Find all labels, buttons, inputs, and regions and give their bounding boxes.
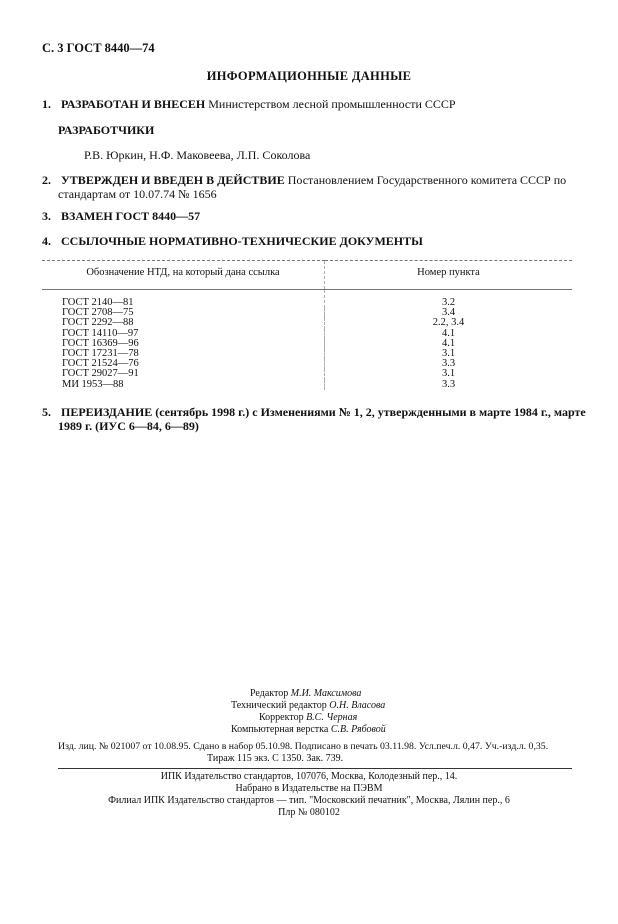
section-5: [42, 405, 586, 420]
credit-label: Корректор: [259, 712, 304, 723]
developers-names: Р.В. Юркин, Н.Ф. Маковеева, Л.П. Соколова: [84, 148, 311, 162]
section-3: [42, 209, 200, 224]
section-2-continuation: стандартам от 10.07.74 № 1656: [58, 187, 217, 201]
section-number: 5.: [42, 405, 51, 419]
credit-label: Технический редактор: [231, 700, 327, 711]
doc-cell: МИ 1953—88: [62, 378, 124, 390]
section-heading: ВЗАМЕН ГОСТ 8440—57: [61, 209, 201, 223]
imprint-circulation: Тираж 115 экз. С 1350. Зак. 739.: [207, 753, 344, 764]
divider: [58, 768, 572, 769]
credit-editor: [250, 688, 361, 699]
credit-name: М.И. Максимова: [290, 688, 362, 699]
imprint-details: Изд. лиц. № 021007 от 10.08.95. Сдано в набор 05.10.98. Подписано в печать 03.11.98. Усл.печ.л. 0,47. Уч.-изд.л. 0,35.: [58, 741, 549, 752]
column-header-document: Обозначение НТД, на который дана ссылка: [42, 261, 325, 290]
table-row: [42, 290, 572, 309]
publisher-line: Филиал ИПК Издательство стандартов — тип. "Московский печатник", Москва, Лялин пер., 6: [108, 795, 510, 806]
section-text: Постановлением Государственного комитета СССР по: [287, 173, 567, 187]
section-2: [42, 173, 566, 188]
section-4: [42, 234, 423, 249]
references-table: [42, 260, 572, 390]
publisher-line: Плр № 080102: [278, 807, 340, 818]
section-number: 2.: [42, 173, 51, 187]
credit-corrector: [259, 712, 357, 723]
table-row: [42, 380, 572, 390]
section-heading: ССЫЛОЧНЫЕ НОРМАТИВНО-ТЕХНИЧЕСКИЕ ДОКУМЕНТЫ: [61, 234, 423, 248]
table-header-row: [42, 261, 572, 290]
doc-cell: ГОСТ 2708—75: [62, 307, 134, 319]
column-header-item: Номер пункта: [325, 261, 573, 290]
section-heading: ПЕРЕИЗДАНИЕ: [61, 405, 153, 419]
section-number: 4.: [42, 234, 51, 248]
doc-cell: ГОСТ 29027—91: [62, 368, 139, 380]
section-1: [42, 97, 456, 112]
section-number: 1.: [42, 97, 51, 111]
credit-name: В.С. Черная: [306, 712, 358, 723]
doc-cell: ГОСТ 14110—97: [62, 327, 139, 339]
credit-layout: [231, 724, 386, 735]
item-cell: 4.1: [325, 339, 573, 349]
doc-cell: ГОСТ 2140—81: [62, 297, 134, 308]
publisher-line: ИПК Издательство стандартов, 107076, Москва, Колодезный пер., 14.: [160, 771, 458, 782]
item-cell: 3.3: [325, 359, 573, 369]
item-cell: 3.3: [325, 380, 573, 390]
credit-name: С.В. Рябовой: [330, 724, 386, 735]
doc-cell: ГОСТ 17231—78: [62, 348, 139, 360]
item-cell: 3.2: [325, 290, 573, 309]
section-heading: РАЗРАБОТАН И ВНЕСЕН: [61, 97, 206, 111]
item-cell: 2.2, 3.4: [325, 318, 573, 328]
item-cell: 3.1: [325, 349, 573, 359]
credit-label: Редактор: [250, 688, 289, 699]
section-number: 3.: [42, 209, 51, 223]
section-text: (сентябрь 1998 г.) с Изменениями № 1, 2, утвержденными в марте 1984 г., марте: [155, 405, 586, 419]
section-text: Министерством лесной промышленности СССР: [208, 97, 456, 111]
document-title: ИНФОРМАЦИОННЫЕ ДАННЫЕ: [206, 69, 412, 83]
item-cell: 3.4: [325, 308, 573, 318]
page-header: С. 3 ГОСТ 8440—74: [42, 41, 155, 55]
publisher-line: Набрано в Издательстве на ПЭВМ: [235, 783, 383, 794]
section-5-continuation: 1989 г. (ИУС 6—84, 6—89): [58, 419, 199, 433]
credit-tech-editor: [231, 700, 385, 711]
developers-heading: РАЗРАБОТЧИКИ: [58, 123, 155, 137]
credit-name: О.Н. Власова: [329, 700, 386, 711]
doc-cell: ГОСТ 16369—96: [62, 337, 139, 349]
doc-cell: ГОСТ 21524—76: [62, 358, 139, 370]
item-cell: 3.1: [325, 369, 573, 379]
credit-label: Компьютерная верстка: [231, 724, 329, 735]
item-cell: 4.1: [325, 329, 573, 339]
section-heading: УТВЕРЖДЕН И ВВЕДЕН В ДЕЙСТВИЕ: [61, 173, 285, 187]
doc-cell: ГОСТ 2292—88: [62, 317, 134, 329]
